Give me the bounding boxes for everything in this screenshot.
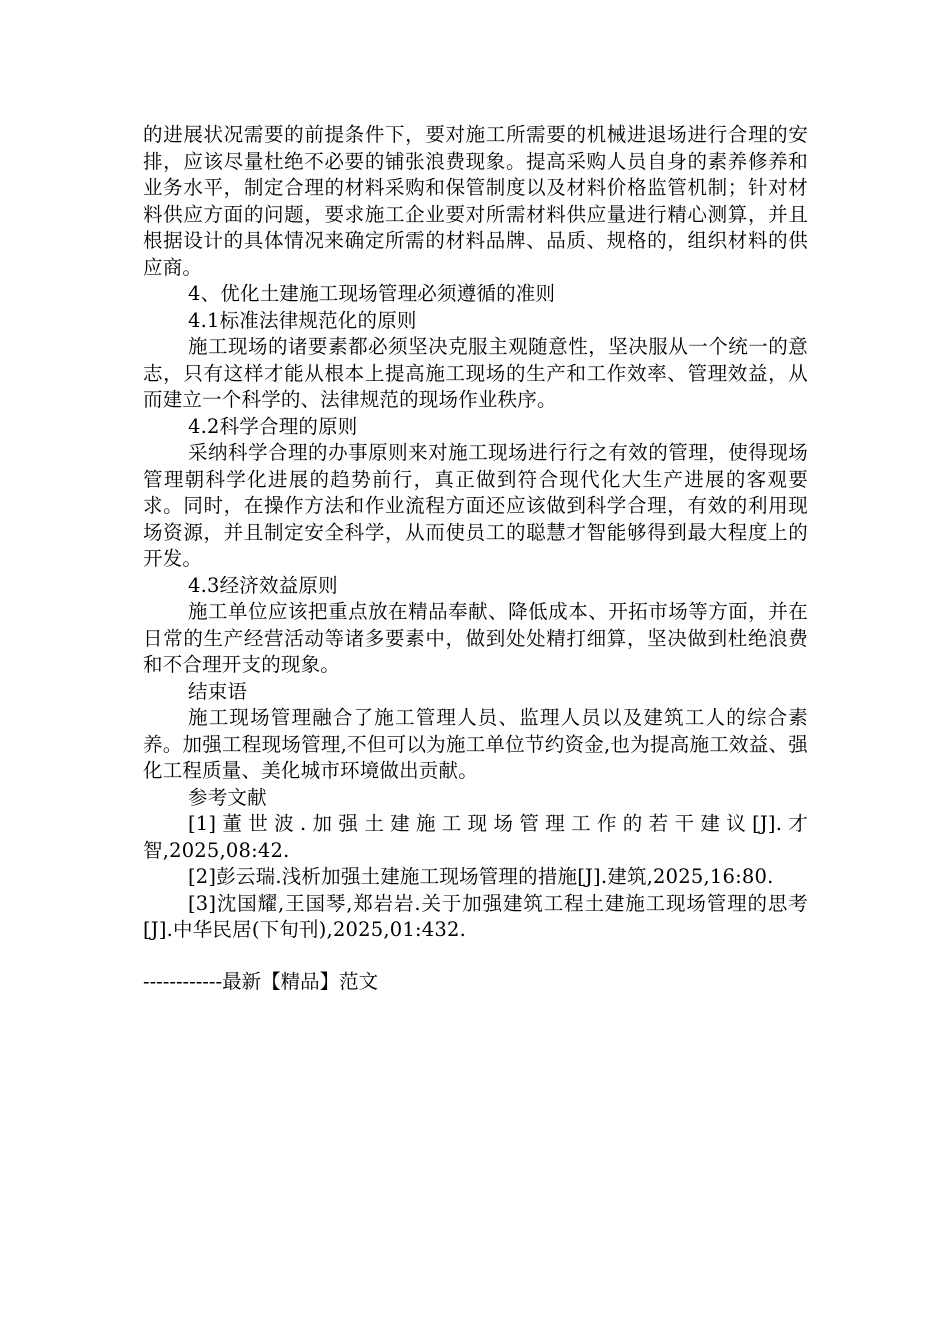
reference-item-2: [2]彭云瑞.浅析加强土建施工现场管理的措施[J].建筑,2025,16:80. [188, 865, 774, 888]
paragraph-4-2: 采纳科学合理的办事原则来对施工现场进行行之有效的管理，使得现场管理朝科学化进展的趋势前行，真正做到符合现代化大生产进展的客观要求。同时，在操作方法和作业流程方面还应该做到科学合理，有效的利用现场资源，并且制定安全科学，从而使员工的聪慧才智能够得到最大程度上的开发。 [143, 441, 808, 570]
reference-item-1: [1]董世波.加强土建施工现场管理工作的若干建议[J].才智,2025,08:42. [143, 812, 808, 862]
heading-references: 参考文献 [188, 785, 267, 809]
document-body [143, 122, 808, 944]
footer-tagline: ------------最新【精品】范文 [143, 970, 379, 993]
subheading-4-2: 4.2科学合理的原则 [188, 414, 358, 438]
paragraph-4-1: 施工现场的诸要素都必须坚决克服主观随意性，坚决服从一个统一的意志，只有这样才能从根本上提高施工现场的生产和工作效率、管理效益，从而建立一个科学的、法律规范的现场作业秩序。 [143, 335, 808, 411]
reference-item-3: [3]沈国耀,王国琴,郑岩岩.关于加强建筑工程土建施工现场管理的思考[J].中华民居(下旬刊),2025,01:432. [143, 891, 808, 941]
subheading-4-1: 4.1标准法律规范化的原则 [188, 308, 417, 332]
heading-conclusion: 结束语 [188, 679, 248, 703]
section-heading-4: 4、优化土建施工现场管理必须遵循的准则 [188, 282, 556, 305]
paragraph-4-3: 施工单位应该把重点放在精品奉献、降低成本、开拓市场等方面，并在日常的生产经营活动等诸多要素中，做到处处精打细算，坚决做到杜绝浪费和不合理开支的现象。 [143, 600, 808, 676]
subheading-4-3: 4.3经济效益原则 [188, 573, 338, 597]
paragraph-continuation: 的进展状况需要的前提条件下，要对施工所需要的机械进退场进行合理的安排，应该尽量杜绝不必要的铺张浪费现象。提高采购人员自身的素养修养和业务水平，制定合理的材料采购和保管制度以及材料价格监管机制；针对材料供应方面的问题，要求施工企业要对所需材料供应量进行精心测算，并且根据设计的具体情况来确定所需的材料品牌、品质、规格的，组织材料的供应商。 [143, 123, 808, 279]
paragraph-conclusion: 施工现场管理融合了施工管理人员、监理人员以及建筑工人的综合素养。加强工程现场管理,不但可以为施工单位节约资金,也为提高施工效益、强化工程质量、美化城市环境做出贡献。 [143, 706, 808, 782]
